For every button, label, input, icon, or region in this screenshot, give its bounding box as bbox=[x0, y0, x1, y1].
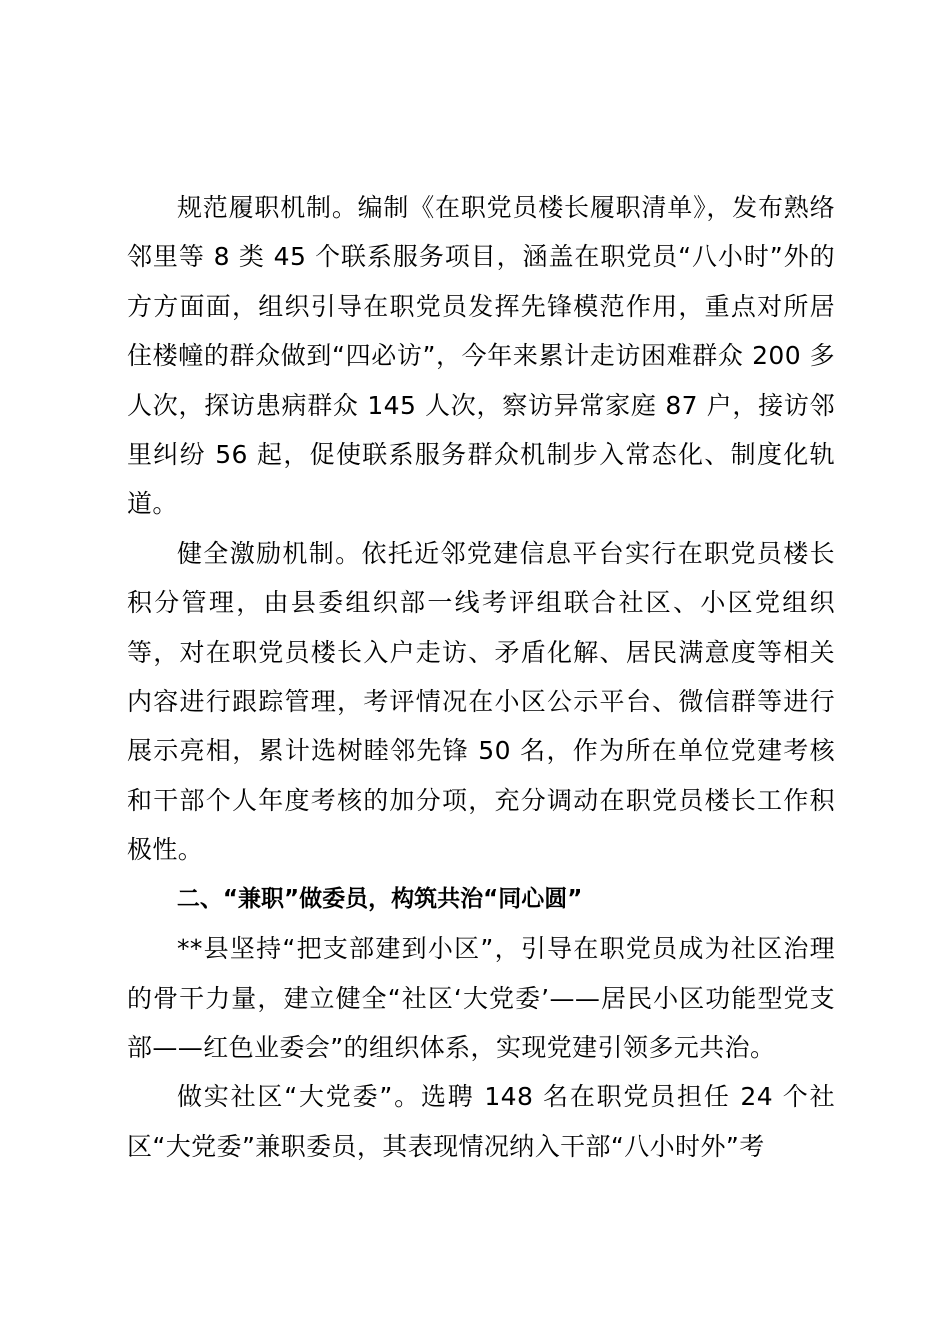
paragraph-party-committee: 做实社区“大党委”。选聘 148 名在职党员担任 24 个社区“大党委”兼职委员，其表现情况纳入干部“八小时外”考 bbox=[127, 1082, 835, 1161]
section-heading: 二、“兼职”做委员，构筑共治“同心圆” bbox=[176, 885, 583, 912]
paragraph-incentive-mechanism: 健全激励机制。依托近邻党建信息平台实行在职党员楼长积分管理，由县委组织部一线考评组联合社区、小区党组织等，对在职党员楼长入户走访、矛盾化解、居民满意度等相关内容进行跟踪管理，考评情况在小区公示平台、微信群等进行展示亮相，累计选树睦邻先锋 50 名，作为所在单位党建考核和干部个人年度考核的加分项，充分调动在职党员楼长工作积极性。 bbox=[127, 538, 835, 865]
document-body bbox=[127, 183, 835, 1171]
paragraph-county-intro: **县坚持“把支部建到小区”，引导在职党员成为社区治理的骨干力量，建立健全“社区‘大党委’——居民小区功能型党支部——红色业委会”的组织体系，实现党建引领多元共治。 bbox=[127, 934, 835, 1062]
paragraph-duty-mechanism: 规范履职机制。编制《在职党员楼长履职清单》，发布熟络邻里等 8 类 45 个联系服务项目，涵盖在职党员“八小时”外的方方面面，组织引导在职党员发挥先锋模范作用，重点对所居住楼幢的群众做到“四必访”，今年来累计走访困难群众 200 多人次，探访患病群众 145 人次，察访异常家庭 87 户，接访邻里纠纷 56 起，促使联系服务群众机制步入常态化、制度化轨道。 bbox=[127, 193, 835, 519]
